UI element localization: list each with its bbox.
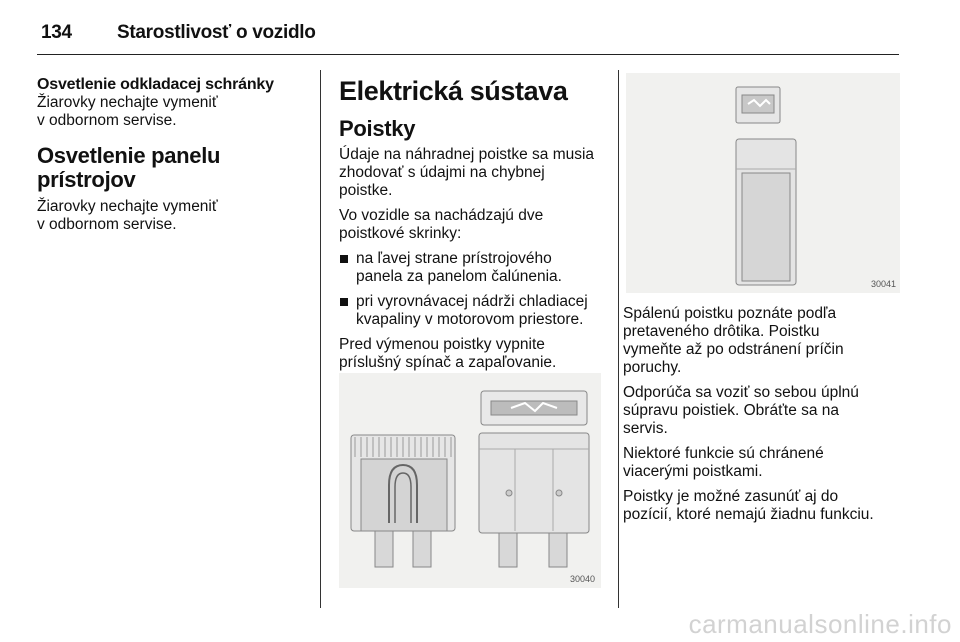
paragraph-line: Odporúča sa voziť so sebou úplnú (623, 384, 859, 401)
page-header (37, 14, 899, 55)
paragraph-line: v odbornom servise. (37, 216, 177, 233)
paragraph-line: príslušný spínač a zapaľovanie. (339, 354, 557, 371)
bullet-square-icon (340, 255, 348, 263)
column-divider-1 (320, 70, 321, 608)
fusebox-location-list (339, 250, 607, 329)
section-heading-glovebox: Osvetlenie odkladacej schránky (37, 76, 274, 93)
paragraph-line: zhodovať s údajmi na chybnej (339, 164, 545, 181)
page-number: 134 (41, 22, 72, 43)
section-heading-instrument-panel-line2: prístrojov (37, 167, 136, 192)
paragraph-line: Pred výmenou poistky vypnite (339, 336, 545, 353)
paragraph-line: Niektoré funkcie sú chránené (623, 445, 824, 462)
fuse-types-illustration (339, 373, 601, 588)
maxi-fuse-drawing (626, 73, 900, 293)
paragraph-line: Údaje na náhradnej poistke sa musia (339, 146, 595, 163)
chapter-section-title: Elektrická sústava (339, 76, 568, 106)
paragraph-line: Vo vozidle sa nachádzajú dve (339, 207, 544, 224)
column-divider-2 (618, 70, 619, 608)
blade-fuses-drawing (339, 373, 601, 588)
section-heading-instrument-panel-line1: Osvetlenie panelu (37, 143, 221, 168)
figure-number: 30041 (870, 279, 896, 289)
paragraph-line: poruchy. (623, 359, 682, 376)
bullet-square-icon (340, 298, 348, 306)
paragraph-line: Žiarovky nechajte vymeniť (37, 94, 218, 111)
paragraph-line: servis. (623, 420, 668, 437)
paragraph-line: súpravu poistiek. Obráťte sa na (623, 402, 840, 419)
paragraph-line: vymeňte až po odstránení príčin (623, 341, 844, 358)
figure-number: 30040 (569, 574, 595, 584)
paragraph-line: poistke. (339, 182, 393, 199)
column-left (37, 76, 312, 234)
chapter-title: Starostlivosť o vozidlo (117, 22, 316, 43)
paragraph-line: v odbornom servise. (37, 112, 177, 129)
maxi-fuse-illustration (626, 73, 900, 293)
column-middle (339, 76, 607, 372)
paragraph-line: pozícií, ktoré nemajú žiadnu funkciu. (623, 506, 874, 523)
paragraph-line: pretaveného drôtika. Poistku (623, 323, 820, 340)
watermark-text: carmanualsonline.info (688, 609, 952, 639)
paragraph-line: Poistky je možné zasunúť aj do (623, 488, 839, 505)
paragraph-line: Spálenú poistku poznáte podľa (623, 305, 837, 322)
paragraph-line: viacerými poistkami. (623, 463, 763, 480)
list-item: pri vyrovnávacej nádrži chladiacej kvapaliny v motorovom priestore. (339, 293, 607, 329)
list-item: na ľavej strane prístrojového panela za panelom čalúnenia. (339, 250, 607, 286)
subsection-title: Poistky (339, 116, 416, 141)
paragraph-line: Žiarovky nechajte vymeniť (37, 198, 218, 215)
paragraph-line: poistkové skrinky: (339, 225, 462, 242)
column-right (623, 305, 903, 524)
